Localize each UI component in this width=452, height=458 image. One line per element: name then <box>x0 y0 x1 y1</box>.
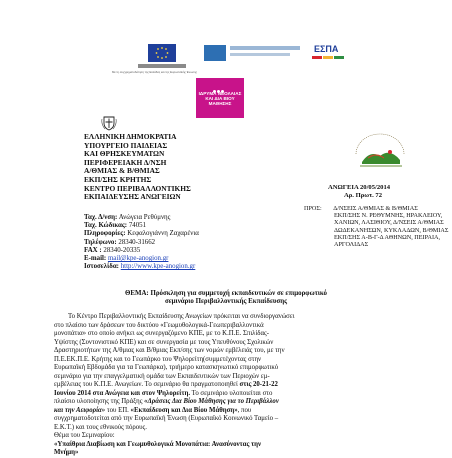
recipients-label: ΠΡΟΣ: <box>304 205 322 212</box>
body-line: σεμινάριο για την επαγγελματική ομάδα των Εκπαιδευτικών των Περιοχών εμ- <box>54 372 270 380</box>
header-line: ΕΚΠΑΙΔΕΥΣΗΣ ΑΝΩΓΕΙΩΝ <box>84 192 181 202</box>
email-link[interactable]: mail@kpe-anogion.gr <box>107 255 169 263</box>
body-line: Το Κέντρο Περιβαλλοντικής Εκπαίδευσης Ανωγείων πρόκειται να συνδιοργανώσει <box>68 313 295 320</box>
badge-text: ΙΔΡΥΜΑ ΝΕΟΛΑΙΑΣ ΚΑΙ ΔΙΑ ΒΙΟΥ ΜΑΘΗΣΗΣ <box>198 91 242 106</box>
zip-value: 74051 <box>128 222 147 230</box>
recipients-block <box>304 205 449 249</box>
subject-block <box>0 290 452 306</box>
epeaek-caption-bar-2 <box>230 53 290 56</box>
address-value: Ανώγεια Ρεθύμνης <box>118 214 171 221</box>
logo-strip <box>112 38 352 76</box>
body-line: Ευρωπαϊκή Εβδομάδα για τα Γεωπάρκα), τριήμερο κατασκηνωτικό επιμορφωτικό <box>54 364 279 371</box>
ministry-header <box>84 133 191 202</box>
action-title-2: και την Αειφορία» <box>54 406 106 414</box>
body-line: μονοπάτια» στο οποίο ανήκει ως συνεργαζόμενο ΚΠΕ, με το Κ.Π.Ε. Σπιλίδας- <box>54 330 270 337</box>
seminar-title: «Υπαίθρια Διαβίωση και Γεωμυθολογικά Μονοπάτια: Ανασύνοντας την <box>54 440 262 448</box>
header-line: ΕΚΠ/ΣΗΣ ΚΡΗΤΗΣ <box>84 174 152 184</box>
program-post: , που <box>237 406 252 414</box>
zip-label: Ταχ. Κώδικας: <box>84 222 128 230</box>
info-value: Κεφαλογιάννη Ζαχαρένια <box>127 230 199 238</box>
body-line: Π.Ε.ΕΚ.Π.Ε. Κρήτης και το Γεωπάρκο του Ψηλορείτη(συμμετέχοντας στην <box>54 355 262 363</box>
web-label: Ιστοσελίδα: <box>84 263 119 271</box>
phone-label: Τηλέφωνο: <box>84 238 117 246</box>
header-line: ΠΕΡΙΦΕΡΕΙΑΚΗ Δ/ΝΣΗ <box>84 157 167 167</box>
cofinance-note: Με τη συγχρηματοδότηση της Ελλάδας και της Ευρωπαϊκής Ένωσης <box>112 70 197 74</box>
action-title: «Δράσεις Δια Βίου Μάθησης για το Περιβάλλον <box>144 398 279 405</box>
header-line: ΕΛΛΗΝΙΚΗ ΔΗΜΟΚΡΑΤΙΑ <box>84 132 177 141</box>
body-line: εμβέλειας του Κ.Π.Ε. Ανωγείων. Το σεμινάριο θα πραγματοποιηθεί <box>54 381 238 388</box>
letter-date: ΑΝΩΓΕΙΑ 20/05/2014 <box>328 184 391 191</box>
epeaek-logo-icon <box>204 45 226 61</box>
fax-value: 28340-20335 <box>103 246 141 254</box>
body-line: Το σεμινάριο υλοποιείται στο <box>191 389 273 397</box>
program-pre: του ΕΠ. <box>106 406 129 414</box>
recipient-line: ΧΑΝΙΩΝ, ΛΑΣΙΘΙΟΥ, Δ/ΝΣΕΙΣ Α/ΘΜΙΑΣ <box>334 219 444 227</box>
header-line: ΚΕΝΤΡΟ ΠΕΡΙΒΑΛΛΟΝΤΙΚΗΣ <box>84 183 191 193</box>
kpe-anogion-logo-icon <box>350 128 410 178</box>
eu-caption-bar <box>138 64 186 68</box>
date-ref-block <box>328 184 390 199</box>
greek-coat-of-arms-icon <box>100 114 118 132</box>
body-line: Ε.Κ.Τ.) και τους εθνικούς πόρους. <box>54 423 147 431</box>
subject-line: ΘΕΜΑ: Πρόσκληση για συμμετοχή εκπαιδευτικών σε επιμορφωτικό <box>125 290 327 297</box>
badge-dots-icon <box>213 80 227 86</box>
header-line: Α/ΘΜΙΑΣ & Β/ΘΜΙΑΣ <box>84 166 160 176</box>
recipient-line: ΕΚΠ/ΣΗΣ Α-Β-Γ-Δ ΑΘΗΝΩΝ, ΠΕΙΡΑΙΑ, <box>334 233 441 241</box>
info-label: Πληροφορίες: <box>84 230 126 238</box>
seminar-label: Θέμα του Σεμιναρίου: <box>54 432 115 439</box>
body-line: Υψίστης (Συντονιστικό ΚΠΕ) και σε συνεργασία με τους Υπευθύνους Σχολικών <box>54 338 274 346</box>
recipient-line: ΕΚΠ/ΣΗΣ Ν. ΡΕΘΥΜΝΗΣ, ΗΡΑΚΛΕΙΟΥ, <box>334 212 443 220</box>
letter-body <box>54 313 434 458</box>
header-line: ΥΠΟΥΡΓΕΙΟ ΠΑΙΔΕΙΑΣ <box>84 140 168 150</box>
seminar-title-2: Μνήμη» <box>54 449 79 456</box>
lifelong-learning-badge <box>196 78 244 118</box>
fax-label: FAX : <box>84 246 102 254</box>
body-line: Δραστηριοτήτων της Α/θμιας και Β/θμιας Εκπ/σης των νομών εμβέλειάς του, με την <box>54 347 285 354</box>
epeaek-caption-bar <box>230 46 300 50</box>
espa-wordmark: ΕΣΠΑ <box>314 44 339 54</box>
phone-value: 28340-31662 <box>118 238 156 246</box>
program-title: «Εκπαίδευση και Δια Βίου Μάθηση» <box>130 406 238 414</box>
protocol-number: Αρ. Πρωτ. 72 <box>344 191 382 199</box>
body-line: πλαίσιο υλοποίησης της Πράξης <box>54 398 143 405</box>
recipient-line: ΔΩΔΕΚΑΝΗΣΩΝ, ΚΥΚΛΑΔΩΝ, Β/ΘΜΙΑΣ <box>334 226 449 234</box>
contact-block <box>84 214 199 271</box>
espa-logo <box>310 40 346 62</box>
email-label: E-mail: <box>84 255 107 263</box>
body-line: στο πλαίσιο των δράσεων του δικτύου «Γεωμυθολογικά-Γεωπεριβαλλοντικά <box>54 321 264 329</box>
body-line: συγχρηματοδοτείται από την Ευρωπαϊκή Ένωση (Ευρωπαϊκό Κοινωνικό Ταμείο – <box>54 415 279 422</box>
eu-flag-icon <box>148 44 176 62</box>
header-line: ΚΑΙ ΘΡΗΣΚΕΥΜΑΤΩΝ <box>84 149 165 159</box>
address-label: Ταχ. Δ/νση: <box>84 214 118 221</box>
seminar-dates-place: Ιουνίου 2014 στα Ανώγεια και στον Ψηλορείτη. <box>54 389 191 397</box>
website-link[interactable]: http://www.kpe-anogion.gr <box>120 263 196 271</box>
recipient-line: Δ/ΝΣΕΙΣ Α/ΘΜΙΑΣ & Β/ΘΜΙΑΣ <box>333 205 418 212</box>
recipient-line: ΑΡΓΟΛΙΔΑΣ <box>334 241 369 249</box>
seminar-dates: στις 20-21-22 <box>239 381 278 388</box>
subject-line-2: σεμινάριο Περιβαλλοντικής Εκπαίδευσης <box>164 298 288 306</box>
